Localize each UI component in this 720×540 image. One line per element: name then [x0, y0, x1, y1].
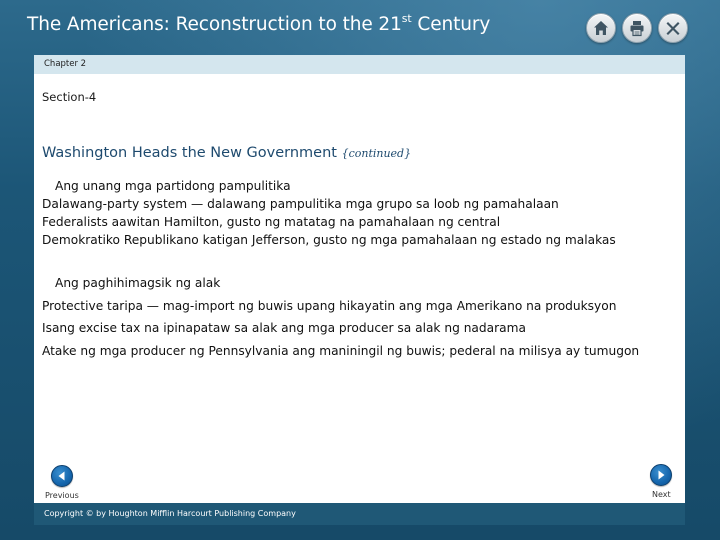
content-panel — [34, 74, 685, 503]
title-bar — [0, 0, 720, 54]
block-line: Federalists aawitan Hamilton, gusto ng matatag na pamahalaan ng central — [42, 215, 501, 229]
arrow-left-icon — [56, 470, 68, 482]
print-icon — [628, 19, 646, 37]
copyright-text: Copyright © by Houghton Mifflin Harcourt Publishing Company — [44, 509, 296, 518]
next-button[interactable] — [650, 464, 672, 486]
next-label[interactable]: Next — [652, 490, 671, 499]
whiskey-rebellion-block — [42, 274, 642, 360]
political-parties-block — [42, 177, 642, 249]
block-line: Isang excise tax na ipinapataw sa alak ang mga producer sa alak ng nadarama — [42, 321, 526, 335]
block-line: Dalawang-party system — dalawang pampulitika mga grupo sa loob ng pamahalaan — [42, 197, 559, 211]
block-line: Atake ng mga producer ng Pennsylvania ang maniningil ng buwis; pederal na milisya ay tumugon — [42, 343, 640, 358]
previous-button[interactable] — [51, 465, 73, 487]
home-button[interactable] — [586, 13, 616, 43]
app-title-end: Century — [411, 14, 491, 35]
home-icon — [592, 19, 610, 37]
block-line: Demokratiko Republikano katigan Jefferson, gusto ng mga pamahalaan ng estado ng malakas — [42, 233, 616, 247]
block-line: Protective taripa — mag-import ng buwis upang hikayatin ang mga Amerikano na produksyon — [42, 298, 617, 313]
slide-title — [42, 145, 411, 161]
slide-title-text: Washington Heads the New Government — [42, 145, 337, 161]
block-heading: Ang unang mga partidong pampulitika — [55, 179, 291, 193]
slide-title-continued: {continued} — [341, 147, 412, 160]
section-label: Section-4 — [42, 90, 97, 104]
app-title — [27, 14, 490, 35]
chapter-strip — [34, 55, 685, 74]
block-heading: Ang paghihimagsik ng alak — [55, 276, 221, 290]
app-title-superscript: st — [401, 12, 412, 25]
app-title-main: The Americans: Reconstruction to the 21 — [27, 14, 402, 35]
previous-label[interactable]: Previous — [45, 491, 79, 500]
close-button[interactable] — [658, 13, 688, 43]
arrow-right-icon — [655, 469, 667, 481]
footer — [34, 503, 685, 525]
close-icon — [664, 19, 682, 37]
print-button[interactable] — [622, 13, 652, 43]
toolbar — [586, 13, 688, 43]
chapter-label: Chapter 2 — [44, 59, 87, 69]
